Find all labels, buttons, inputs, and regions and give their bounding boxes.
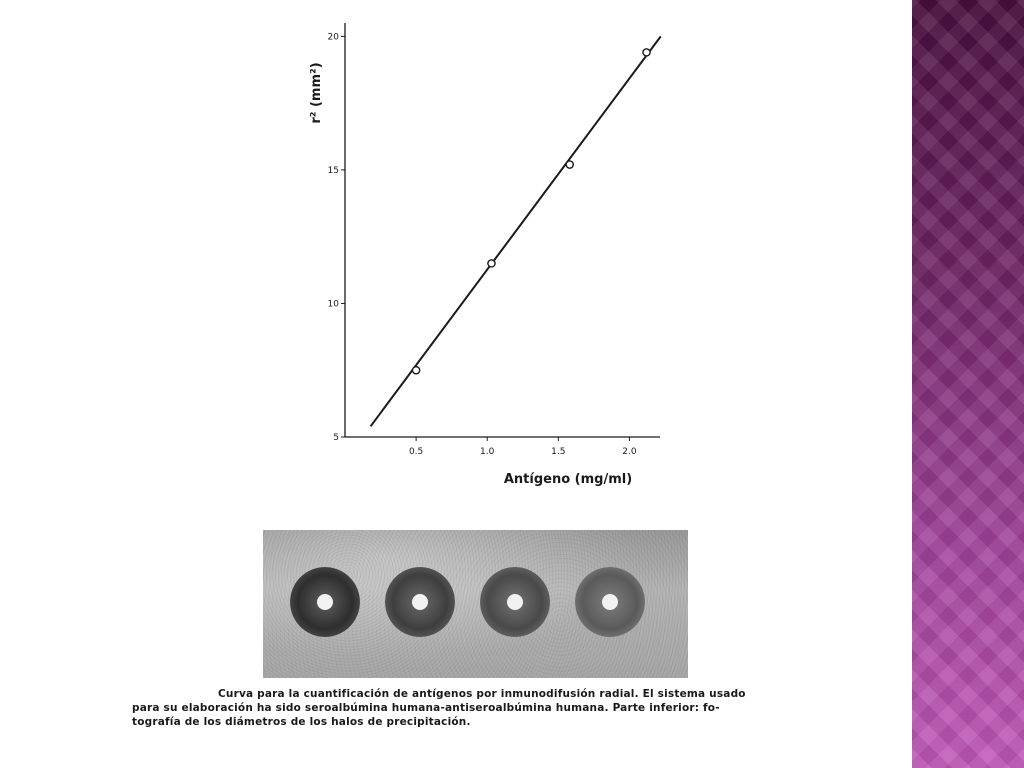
y-ticks [328, 32, 345, 443]
precipitation-halos-photo [263, 530, 688, 678]
x-tick-label: 1.5 [551, 447, 566, 457]
chart-axes [345, 23, 660, 437]
y-tick-label: 10 [327, 299, 339, 310]
caption-line-2: para su elaboración ha sido seroalbúmina humana-antiseroalbúmina humana. Parte inferior: fo- [132, 702, 720, 714]
x-tick-label: 1.0 [480, 447, 495, 457]
sample-well [507, 594, 523, 610]
x-tick-label: 0.5 [408, 447, 424, 457]
caption-line-1: Curva para la cuantificación de antígenos por inmunodifusión radial. El sistema usado [218, 688, 746, 700]
x-ticks [409, 437, 637, 457]
data-point [488, 260, 495, 267]
data-point [413, 367, 420, 374]
sample-well [412, 594, 428, 610]
x-tick-label: 2.0 [622, 447, 637, 457]
precipitation-halo [480, 567, 550, 637]
y-axis-title: r² (mm²) [309, 62, 324, 124]
figure-caption [132, 687, 806, 729]
sample-well [317, 594, 333, 610]
y-tick-label: 5 [333, 433, 339, 443]
precipitation-halo [385, 567, 455, 637]
precipitation-halo [575, 567, 645, 637]
sample-well [602, 594, 618, 610]
y-tick-label: 15 [327, 165, 339, 176]
standard-curve-chart [300, 15, 680, 495]
data-point [566, 161, 573, 168]
precipitation-halo [290, 567, 360, 637]
data-point [643, 49, 650, 56]
y-tick-label: 20 [327, 32, 339, 43]
decorative-side-band [912, 0, 1024, 768]
x-axis-title: Antígeno (mg/ml) [503, 472, 633, 487]
caption-line-3: tografía de los diámetros de los halos de precipitación. [132, 716, 471, 728]
